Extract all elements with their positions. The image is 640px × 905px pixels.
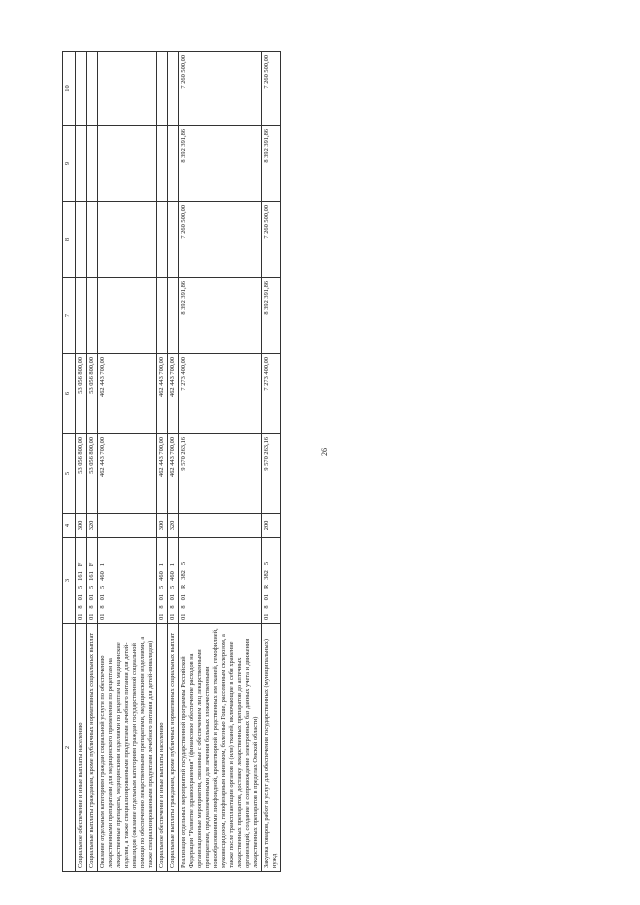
row-amount-c7: 8 392 391,86 bbox=[262, 278, 281, 354]
table-row bbox=[157, 52, 168, 872]
code-part: 8 bbox=[169, 605, 176, 609]
row-amount-c10: 7 260 500,00 bbox=[262, 52, 281, 126]
code-part: 5 bbox=[158, 585, 165, 590]
code-part: 01 bbox=[263, 594, 270, 601]
code-part: 01 bbox=[180, 613, 187, 620]
row-amount-c7 bbox=[168, 278, 179, 354]
row-amount-c9: 8 392 391,86 bbox=[262, 126, 281, 202]
row-amount-c5: 462 443 700,00 bbox=[98, 434, 157, 514]
code-part: 382 bbox=[180, 570, 187, 580]
row-expense-kind: 200 bbox=[262, 514, 281, 538]
row-amount-c6: 7 273 400,00 bbox=[179, 354, 262, 434]
code-part: 01 bbox=[88, 613, 95, 620]
header-cell: 6 bbox=[63, 354, 76, 434]
code-part: 8 bbox=[99, 605, 106, 609]
row-amount-c6: 53 056 800,00 bbox=[76, 354, 87, 434]
row-amount-c5: 462 443 700,00 bbox=[157, 434, 168, 514]
row-amount-c8 bbox=[87, 202, 98, 278]
row-description: Оказание отдельным категориям граждан социальной услуги по обеспечению лекарственными препаратами для медицинского применения по рецептам на лекарственные препараты, медицинскими изделиями по рецептам на медицинские изделия, а также специализированными продуктами лечебного питания для детей-инвалидов (оказание отдельным категориям граждан государственной социальной помощи по обеспечению лекарственными препаратами, медицинскими изделиями, а также специализированными продуктами лечебного питания для детей-инвалидов) bbox=[98, 624, 157, 872]
code-part: 5 bbox=[169, 585, 176, 590]
code-part: 8 bbox=[263, 605, 270, 609]
row-amount-c9 bbox=[168, 126, 179, 202]
row-amount-c7: 8 392 391,86 bbox=[179, 278, 262, 354]
row-amount-c9 bbox=[87, 126, 98, 202]
row-amount-c5: 462 443 700,00 bbox=[168, 434, 179, 514]
row-classification-code bbox=[157, 538, 168, 624]
code-part: 5 bbox=[77, 585, 84, 590]
row-amount-c8 bbox=[98, 202, 157, 278]
row-expense-kind: 300 bbox=[157, 514, 168, 538]
row-classification-code bbox=[76, 538, 87, 624]
row-amount-c7 bbox=[157, 278, 168, 354]
row-expense-kind: 320 bbox=[168, 514, 179, 538]
row-expense-kind bbox=[179, 514, 262, 538]
row-amount-c7 bbox=[98, 278, 157, 354]
header-cell: 2 bbox=[63, 624, 76, 872]
header-cell: 4 bbox=[63, 514, 76, 538]
row-amount-c8 bbox=[76, 202, 87, 278]
row-description: Социальное обеспечение и иные выплаты населению bbox=[157, 624, 168, 872]
code-part: 01 bbox=[169, 594, 176, 601]
code-part: 460 bbox=[99, 571, 106, 581]
header-cell: 9 bbox=[63, 126, 76, 202]
budget-table bbox=[62, 51, 281, 872]
code-part: 1 bbox=[99, 563, 106, 567]
code-part: 1 bbox=[158, 563, 165, 567]
row-amount-c5: 53 056 800,00 bbox=[87, 434, 98, 514]
row-amount-c6: 462 443 700,00 bbox=[168, 354, 179, 434]
row-amount-c5: 9 570 263,16 bbox=[262, 434, 281, 514]
header-cell: 8 bbox=[63, 202, 76, 278]
code-part: 5 bbox=[180, 561, 187, 566]
row-amount-c6: 7 273 400,00 bbox=[262, 354, 281, 434]
code-part: 8 bbox=[180, 605, 187, 609]
code-part: 01 bbox=[169, 613, 176, 620]
row-amount-c10 bbox=[98, 52, 157, 126]
row-amount-c9: 8 392 391,86 bbox=[179, 126, 262, 202]
row-amount-c5: 9 570 263,16 bbox=[179, 434, 262, 514]
code-part: 460 bbox=[158, 571, 165, 581]
header-row bbox=[63, 52, 76, 872]
header-cell: 5 bbox=[63, 434, 76, 514]
row-description: Реализация отдельных мероприятий государственной программы Российской Федерации "Развитие здравоохранения" (финансовое обеспечение расходов на организационные мероприятия, связанные с обеспечением лиц лекарственными препаратами, предназначенными для лечения больных злокачественными новообразованиями лимфоидной, кроветворной и родственных им тканей, гемофилией, муковисцидозом, гипофизарным нанизмом, болезнью Гоше, рассеянным склерозом, а также после трансплантации органов и (или) тканей, включающие в себя хранение лекарственных препаратов, доставку лекарственных препаратов до аптечных организаций, создание и сопровождение электронных баз данных учета и движения лекарственных препаратов в пределах Омской области) bbox=[179, 624, 262, 872]
page-number: 26 bbox=[320, 448, 329, 456]
budget-table-rotated bbox=[62, 52, 582, 872]
code-part: 8 bbox=[88, 605, 95, 609]
row-amount-c8 bbox=[157, 202, 168, 278]
row-amount-c9 bbox=[98, 126, 157, 202]
header-cell: 7 bbox=[63, 278, 76, 354]
row-description: Закупка товаров, работ и услуг для обеспечения государственных (муниципальных) нужд bbox=[262, 624, 281, 872]
row-description: Социальные выплаты гражданам, кроме публичных нормативных социальных выплат bbox=[168, 624, 179, 872]
row-amount-c8 bbox=[168, 202, 179, 278]
code-part: 8 bbox=[158, 605, 165, 609]
row-amount-c9 bbox=[76, 126, 87, 202]
row-expense-kind: 320 bbox=[87, 514, 98, 538]
code-part: 01 bbox=[180, 594, 187, 601]
code-part: 5 bbox=[99, 585, 106, 590]
code-part: 161 bbox=[88, 571, 95, 581]
code-part: 161 bbox=[77, 571, 84, 581]
row-classification-code bbox=[179, 538, 262, 624]
code-part: 460 bbox=[169, 571, 176, 581]
row-description: Социальные выплаты гражданам, кроме публичных нормативных социальных выплат bbox=[87, 624, 98, 872]
code-part: F bbox=[77, 562, 84, 567]
code-part: 382 bbox=[263, 570, 270, 580]
table-row bbox=[76, 52, 87, 872]
row-classification-code bbox=[98, 538, 157, 624]
code-part: 5 bbox=[88, 585, 95, 590]
code-part: 1 bbox=[169, 563, 176, 567]
row-amount-c6: 462 443 700,00 bbox=[157, 354, 168, 434]
row-classification-code bbox=[87, 538, 98, 624]
table-row bbox=[98, 52, 157, 872]
table-row bbox=[87, 52, 98, 872]
table-row bbox=[168, 52, 179, 872]
code-part: 01 bbox=[158, 613, 165, 620]
row-amount-c6: 53 056 800,00 bbox=[87, 354, 98, 434]
header-cell: 3 bbox=[63, 538, 76, 624]
code-part: 01 bbox=[88, 594, 95, 601]
row-amount-c7 bbox=[76, 278, 87, 354]
row-expense-kind: 300 bbox=[76, 514, 87, 538]
row-amount-c10: 7 260 500,00 bbox=[179, 52, 262, 126]
row-expense-kind bbox=[98, 514, 157, 538]
code-part: 8 bbox=[77, 605, 84, 609]
code-part: R bbox=[263, 584, 270, 590]
row-amount-c10 bbox=[168, 52, 179, 126]
code-part: 01 bbox=[99, 594, 106, 601]
table-row bbox=[262, 52, 281, 872]
code-part: 01 bbox=[99, 613, 106, 620]
row-amount-c10 bbox=[87, 52, 98, 126]
row-description: Социальное обеспечение и иные выплаты населению bbox=[76, 624, 87, 872]
row-amount-c5: 53 056 800,00 bbox=[76, 434, 87, 514]
code-part: 01 bbox=[77, 594, 84, 601]
row-amount-c8: 7 260 500,00 bbox=[262, 202, 281, 278]
row-amount-c9 bbox=[157, 126, 168, 202]
row-amount-c8: 7 260 500,00 bbox=[179, 202, 262, 278]
row-amount-c10 bbox=[76, 52, 87, 126]
table-row bbox=[179, 52, 262, 872]
row-classification-code bbox=[168, 538, 179, 624]
row-amount-c6: 462 443 700,00 bbox=[98, 354, 157, 434]
row-amount-c7 bbox=[87, 278, 98, 354]
code-part: 01 bbox=[158, 594, 165, 601]
code-part: 01 bbox=[263, 613, 270, 620]
code-part: F bbox=[88, 562, 95, 567]
code-part: 5 bbox=[263, 561, 270, 566]
header-cell: 10 bbox=[63, 52, 76, 126]
row-amount-c10 bbox=[157, 52, 168, 126]
code-part: R bbox=[180, 584, 187, 590]
row-classification-code bbox=[262, 538, 281, 624]
code-part: 01 bbox=[77, 613, 84, 620]
